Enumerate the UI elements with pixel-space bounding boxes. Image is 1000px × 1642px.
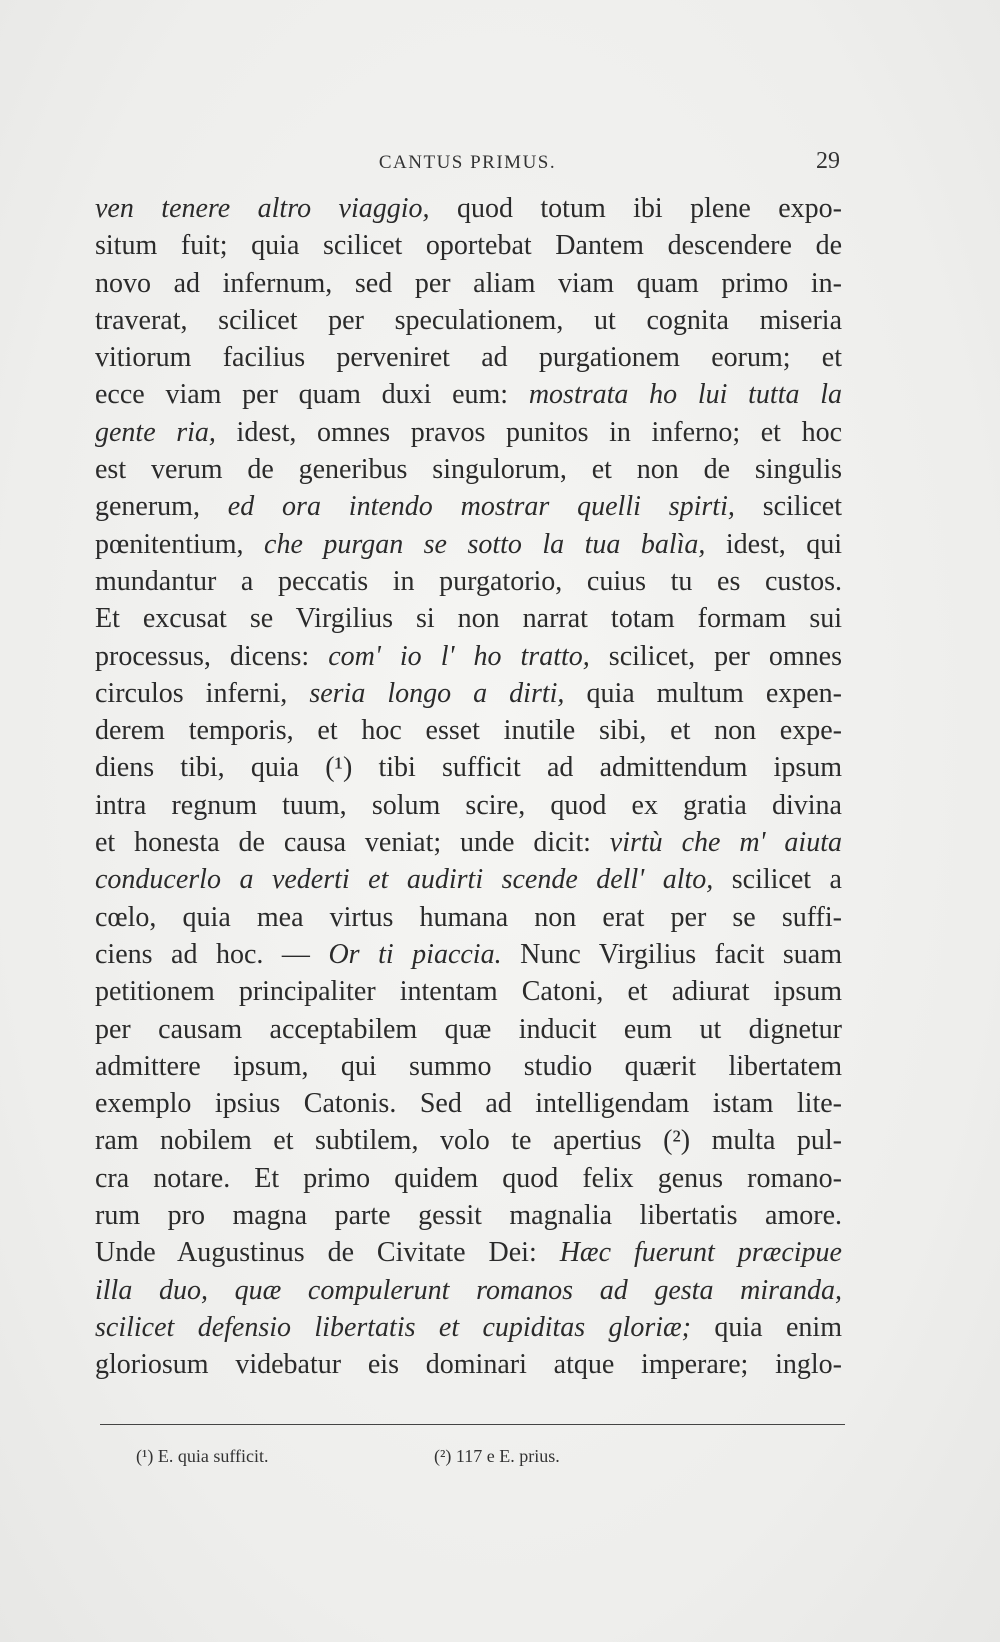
- text-line: [95, 1085, 842, 1122]
- text-segment: et honesta de causa veniat; unde dicit:: [95, 827, 610, 859]
- footnote-1: (¹) E. quia sufficit.: [136, 1446, 269, 1466]
- italic-quote: virtù che m' aiuta: [609, 827, 842, 859]
- text-segment: idest, omnes pravos punitos in inferno; et hoc: [215, 416, 843, 448]
- text-segment: situm fuit; quia scilicet oportebat Dantem descendere de: [95, 230, 842, 262]
- text-line: [95, 1272, 842, 1309]
- italic-quote: mostrata ho lui tutta la: [528, 379, 843, 411]
- text-line: [95, 1122, 842, 1159]
- text-segment: Et excusat se Virgilius si non narrat totam formam sui: [95, 603, 842, 635]
- text-line: [95, 526, 842, 563]
- text-segment: per causam acceptabilem quæ inducit eum ut dignetur: [95, 1013, 842, 1045]
- text-segment: novo ad infernum, sed per aliam viam quam primo in-: [95, 267, 842, 299]
- text-line: [95, 1309, 842, 1346]
- text-line: [95, 488, 842, 525]
- italic-quote: Or ti piaccia.: [328, 938, 502, 970]
- italic-quote: conducerlo a vederti et audirti scende dell' alto,: [95, 864, 714, 896]
- text-line: [95, 749, 842, 786]
- text-segment: exemplo ipsius Catonis. Sed ad intelligendam istam lite-: [95, 1088, 842, 1120]
- text-segment: generum,: [95, 491, 228, 523]
- text-segment: vitiorum facilius perveniret ad purgationem eorum; et: [95, 342, 842, 374]
- text-line: [95, 787, 842, 824]
- text-segment: rum pro magna parte gessit magnalia libertatis amore.: [95, 1200, 842, 1232]
- text-segment: ciens ad hoc. —: [95, 938, 329, 970]
- text-line: [95, 899, 842, 936]
- text-line: [95, 376, 842, 413]
- footnote-rule: [100, 1424, 845, 1425]
- text-line: [95, 1011, 842, 1048]
- text-line: [95, 227, 842, 264]
- text-line: [95, 638, 842, 675]
- text-line: [95, 1160, 842, 1197]
- italic-quote: com' io l' ho tratto,: [328, 640, 590, 672]
- italic-quote: ven tenere altro viaggio,: [95, 193, 430, 224]
- italic-quote: Hæc fuerunt præcipue: [559, 1237, 842, 1269]
- text-segment: Nunc Virgilius facit suam: [501, 938, 842, 970]
- italic-quote: gente ria,: [95, 416, 216, 448]
- text-segment: pœnitentium,: [95, 528, 265, 560]
- text-line: [95, 1234, 842, 1271]
- text-line: [95, 973, 842, 1010]
- text-segment: quia enim: [691, 1311, 842, 1343]
- text-segment: idest, qui: [705, 528, 842, 560]
- text-line: [95, 563, 842, 600]
- text-segment: diens tibi, quia (¹) tibi sufficit ad admittendum ipsum: [95, 752, 842, 784]
- text-line: [95, 675, 842, 712]
- text-line: [95, 936, 842, 973]
- text-line: [95, 302, 842, 339]
- text-segment: cra notare. Et primo quidem quod felix genus romano-: [95, 1162, 842, 1194]
- text-segment: traverat, scilicet per speculationem, ut cognita miseria: [95, 304, 842, 336]
- text-segment: scilicet a: [713, 864, 842, 896]
- italic-quote: seria longo a dirti,: [309, 677, 565, 709]
- text-segment: est verum de generibus singulorum, et non de singulis: [95, 454, 842, 486]
- page-number: 29: [816, 148, 840, 174]
- text-segment: Unde Augustinus de Civitate Dei:: [95, 1237, 560, 1269]
- text-segment: quia multum expen-: [564, 677, 842, 709]
- text-segment: gloriosum videbatur eis dominari atque imperare; inglo-: [95, 1349, 842, 1381]
- text-segment: circulos inferni,: [95, 677, 310, 709]
- text-line: [95, 451, 842, 488]
- text-line: [95, 339, 842, 376]
- text-line: [95, 861, 842, 898]
- text-line: [95, 600, 842, 637]
- text-line: [95, 1197, 842, 1234]
- running-head: [95, 148, 840, 178]
- text-segment: ram nobilem et subtilem, volo te apertius (²) multa pul-: [95, 1125, 842, 1157]
- italic-quote: scilicet defensio libertatis et cupiditas gloriæ;: [95, 1311, 692, 1343]
- text-line: [95, 414, 842, 451]
- italic-quote: illa duo, quæ compulerunt romanos ad gesta miranda,: [95, 1274, 842, 1306]
- italic-quote: ed ora intendo mostrar quelli spirti,: [227, 491, 735, 523]
- text-segment: scilicet: [734, 491, 842, 523]
- text-segment: scilicet, per omnes: [589, 640, 842, 672]
- text-line: [95, 1346, 842, 1383]
- text-line: [95, 712, 842, 749]
- text-segment: cœlo, quia mea virtus humana non erat per se suffi-: [95, 901, 842, 933]
- text-segment: ecce viam per quam duxi eum:: [95, 379, 529, 411]
- text-line: [95, 190, 842, 227]
- text-segment: derem temporis, et hoc esset inutile sibi, et non expe-: [95, 715, 842, 747]
- running-title: CANTUS PRIMUS.: [378, 152, 557, 173]
- text-segment: processus, dicens:: [95, 640, 329, 672]
- text-line: [95, 1048, 842, 1085]
- text-line: [95, 824, 842, 861]
- text-segment: petitionem principaliter intentam Catoni, et adiurat ipsum: [95, 976, 842, 1008]
- body-text: [95, 190, 842, 1384]
- text-segment: admittere ipsum, qui summo studio quærit libertatem: [95, 1050, 842, 1082]
- text-segment: quod totum ibi plene expo-: [429, 193, 842, 224]
- footnote-2: (²) 117 e E. prius.: [434, 1446, 560, 1466]
- text-line: [95, 265, 842, 302]
- italic-quote: che purgan se sotto la tua balìa,: [264, 528, 706, 560]
- text-segment: intra regnum tuum, solum scire, quod ex gratia divina: [95, 789, 842, 821]
- text-segment: mundantur a peccatis in purgatorio, cuius tu es custos.: [95, 565, 842, 597]
